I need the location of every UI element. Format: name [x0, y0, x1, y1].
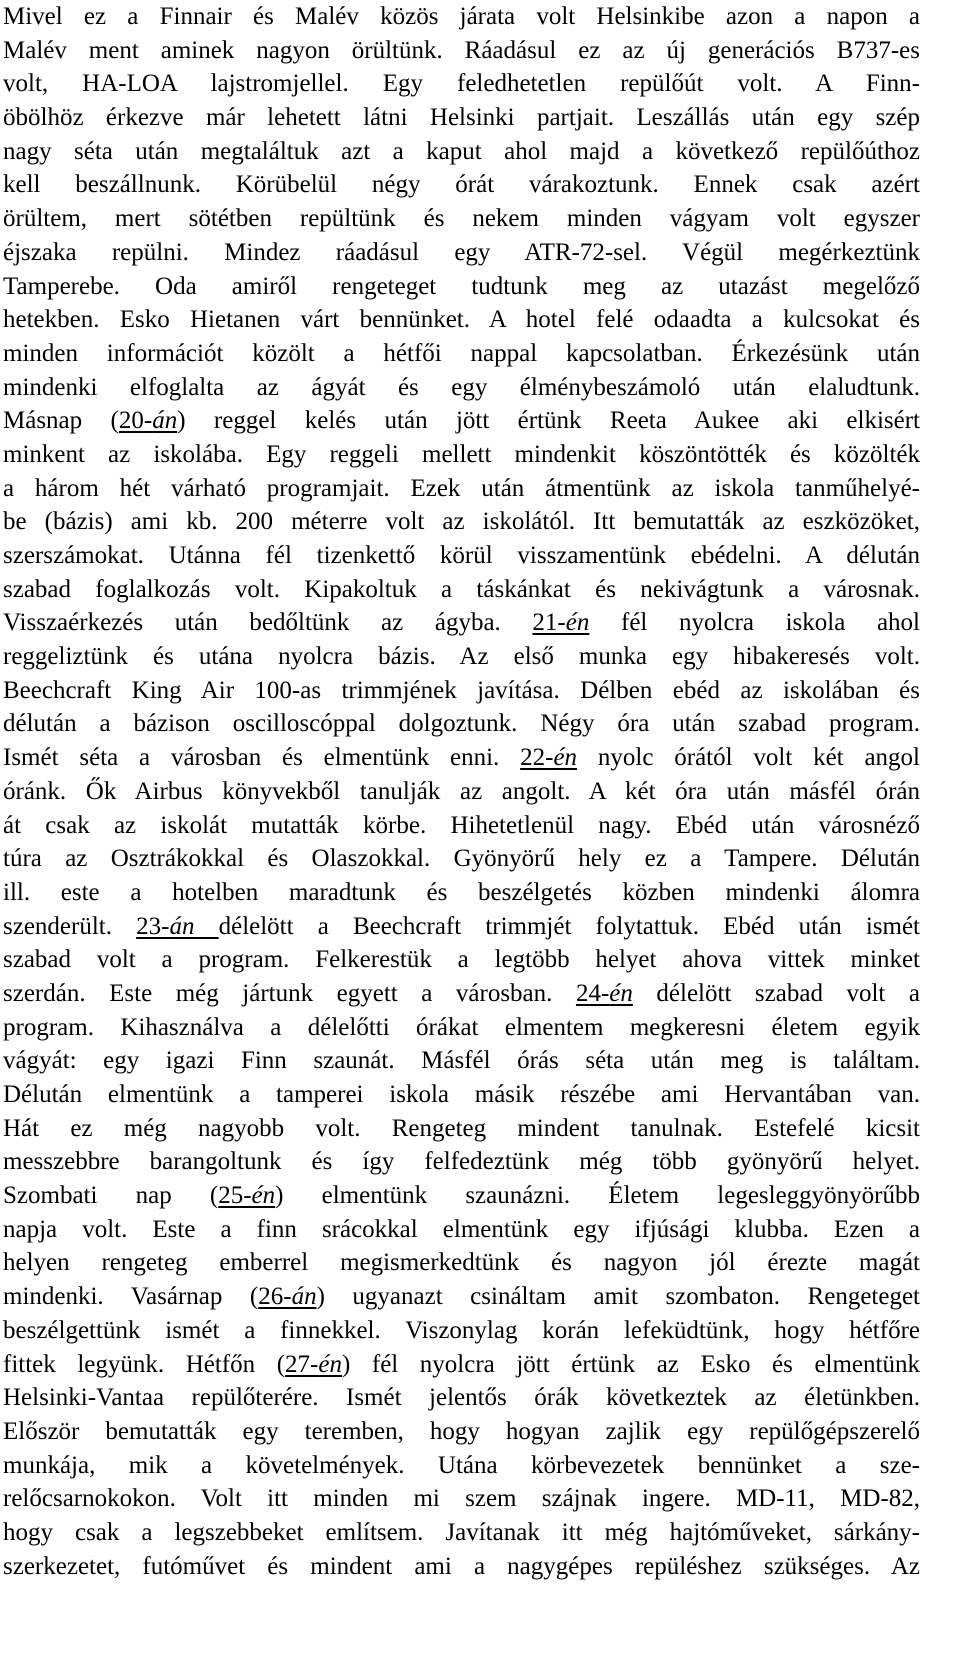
text-line [3, 337, 920, 371]
text-segment: Először bemutatták egy teremben, hogy hogyan zajlik egy repülőgépszerelő [3, 1417, 920, 1445]
text-segment: program. Kihasználva a délelőtti órákat elmentem megkeresni életem egyik [3, 1013, 920, 1041]
text-segment: vágyát: egy igazi Finn szaunát. Másfél órás séta után meg is találtam. [3, 1047, 920, 1075]
text-segment: munkája, mik a követelmények. Utána körbevezetek bennünket a sze- [3, 1451, 920, 1479]
underlined-date-text: 24- [575, 979, 610, 1007]
text-line [3, 842, 920, 876]
text-segment: ) reggel kelés után jött értünk Reeta Aukee aki elkisért [177, 407, 920, 435]
underlined-date-text: 22- [520, 744, 554, 772]
text-line [3, 1145, 920, 1179]
text-line [3, 303, 920, 337]
text-segment: Ismét séta a városban és elmentünk enni. [3, 744, 521, 772]
text-line [3, 640, 920, 674]
text-segment: ) elmentünk szaunázni. Életem legesleggyönyörűbb [275, 1182, 921, 1210]
text-segment: Tamperebe. Oda amiről rengeteget tudtunk meg az utazást megelőző [3, 272, 920, 300]
underlined-date-text: én [609, 979, 633, 1007]
text-segment: ) fél nyolcra jött értünk az Esko és elmentünk [341, 1350, 920, 1378]
underlined-date-text: 23- [136, 912, 170, 940]
text-line [3, 202, 920, 236]
text-segment: be (bázis) ami kb. 200 méterre volt az iskolától. Itt bemutatták az eszközöket, [3, 508, 920, 536]
text-segment: hogy csak a legszebbeket említsem. Javítanak itt még hajtóműveket, sárkány- [3, 1518, 920, 1546]
text-segment: óránk. Ők Airbus könyvekből tanulják az angolt. A két óra után másfél órán [3, 777, 920, 805]
underlined-date-text: 27- [285, 1350, 319, 1378]
text-line [3, 809, 920, 843]
text-segment: a három hét várható programjait. Ezek után átmentünk az iskola tanműhelyé- [3, 474, 920, 502]
text-line [3, 236, 920, 270]
text-segment: reggeliztünk és utána nyolcra bázis. Az első munka egy hibakeresés volt. [3, 643, 920, 671]
text-segment: fittek legyünk. Hétfőn ( [3, 1350, 286, 1378]
text-segment: szenderült. [3, 912, 137, 940]
text-segment: nagy séta után megtaláltuk azt a kaput ahol majd a következő repülőúthoz [3, 137, 920, 165]
text-line [3, 741, 920, 775]
text-segment: át csak az iskolát mutatták körbe. Hihetetlenül nagy. Ebéd után városnéző [3, 811, 920, 839]
text-segment: ) ugyanazt csináltam amit szombaton. Rengeteget [316, 1283, 920, 1311]
text-segment: Helsinki-Vantaa repülőterére. Ismét jelentős órák következtek az életünkben. [3, 1384, 920, 1412]
text-line [3, 1246, 920, 1280]
text-line [3, 34, 920, 68]
text-line [3, 1381, 920, 1415]
text-segment: öbölhöz érkezve már lehetett látni Helsinki partjait. Leszállás után egy szép [3, 104, 920, 132]
text-line [3, 876, 920, 910]
text-line [3, 977, 920, 1011]
text-segment: Másnap ( [3, 407, 119, 435]
underlined-date-text: én [553, 744, 578, 772]
text-line [3, 1516, 920, 1550]
text-segment: beszélgettünk ismét a finnekkel. Viszonylag korán lefeküdtünk, hogy hétfőre [3, 1316, 920, 1344]
text-segment: minkent az iskolába. Egy reggeli mellett mindenkit köszöntötték és közölték [3, 440, 920, 468]
text-segment: volt, HA-LOA lajstromjellel. Egy feledhetetlen repülőút volt. A Finn- [3, 70, 920, 98]
text-line [3, 1078, 920, 1112]
underlined-date-text: án [169, 912, 219, 940]
text-segment: Beechcraft King Air 100-as trimmjének javítása. Délben ebéd az iskolában és [3, 676, 920, 704]
text-segment: relőcsarnokokon. Volt itt minden mi szem szájnak ingere. MD-11, MD-82, [3, 1485, 920, 1513]
underlined-date-text: 20- [118, 407, 153, 435]
text-segment: szerkezetet, futóművet és mindent ami a nagygépes repüléshez szükséges. Az [3, 1552, 920, 1580]
underlined-date-text: 25- [218, 1182, 252, 1210]
text-line [3, 707, 920, 741]
text-line [3, 539, 920, 573]
text-line [3, 101, 920, 135]
underlined-date-text: én [565, 609, 590, 637]
text-line [3, 606, 920, 640]
text-segment: minden információt közölt a hétfői nappal kapcsolatban. Érkezésünk után [3, 339, 920, 367]
text-segment: kell beszállnunk. Körübelül négy órát várakoztunk. Ennek csak azért [3, 171, 920, 199]
text-line [3, 1348, 920, 1382]
text-segment: szabad foglalkozás volt. Kipakoltuk a táskánkat és nekivágtunk a városnak. [3, 575, 920, 603]
underlined-date-text: 21- [532, 609, 566, 637]
text-segment: örültem, mert sötétben repültünk és nekem minden vágyam volt egyszer [3, 205, 920, 233]
text-segment: Hát ez még nagyobb volt. Rengeteg mindent tanulnak. Estefelé kicsit [3, 1114, 920, 1142]
text-segment: hetekben. Esko Hietanen várt bennünket. A hotel felé odaadta a kulcsokat és [3, 306, 920, 334]
text-line [3, 910, 920, 944]
text-segment: mindenki. Vasárnap ( [3, 1283, 259, 1311]
text-segment: nyolc órától volt két angol [577, 744, 920, 772]
text-segment: helyen rengeteg emberrel megismerkedtünk és nagyon jól érezte magát [3, 1249, 920, 1277]
text-line [3, 1550, 920, 1584]
text-line [3, 1011, 920, 1045]
text-segment: szabad volt a program. Felkerestük a legtöbb helyet ahova vittek minket [3, 946, 920, 974]
text-line [3, 404, 920, 438]
text-segment: éjszaka repülni. Mindez ráadásul egy ATR-72-sel. Végül megérkeztünk [3, 238, 920, 266]
text-line [3, 168, 920, 202]
text-line [3, 438, 920, 472]
text-line [3, 1415, 920, 1449]
text-line [3, 67, 920, 101]
text-segment: délután a bázison oscilloscóppal dolgoztunk. Négy óra után szabad program. [3, 710, 920, 738]
underlined-date-text: én [318, 1350, 342, 1378]
underlined-date-text: án [291, 1283, 317, 1311]
underlined-date-text: án [152, 407, 178, 435]
underlined-date-text: 26- [258, 1283, 292, 1311]
text-line [3, 135, 920, 169]
text-segment: Malév ment aminek nagyon örültünk. Ráadásul ez az új generációs B737-es [3, 36, 920, 64]
text-line [3, 1179, 920, 1213]
text-line [3, 1449, 920, 1483]
text-line [3, 0, 920, 34]
text-line [3, 371, 920, 405]
text-line [3, 1044, 920, 1078]
text-line [3, 1280, 920, 1314]
text-line [3, 270, 920, 304]
text-segment: Visszaérkezés után bedőltünk az ágyba. [3, 609, 533, 637]
text-segment: szerszámokat. Utánna fél tizenkettő körül visszamentünk ebédelni. A délután [3, 542, 920, 569]
text-line [3, 1112, 920, 1146]
text-line [3, 1213, 920, 1247]
text-segment: szerdán. Este még jártunk egyett a városban. [3, 979, 576, 1007]
text-line [3, 943, 920, 977]
text-line [3, 775, 920, 809]
text-segment: Délután elmentünk a tamperei iskola másik részébe ami Hervantában van. [3, 1081, 920, 1108]
text-segment: délelött a Beechcraft trimmjét folytattuk. Ebéd után ismét [218, 912, 921, 940]
text-segment: mindenki elfoglalta az ágyát és egy élménybeszámoló után elaludtunk. [3, 373, 920, 401]
underlined-date-text: én [251, 1182, 276, 1210]
text-line [3, 573, 920, 607]
text-segment: ill. este a hotelben maradtunk és beszélgetés közben mindenki álomra [3, 878, 920, 906]
text-segment: túra az Osztrákokkal és Olaszokkal. Gyönyörű hely ez a Tampere. Délután [3, 845, 920, 873]
text-segment: napja volt. Este a finn srácokkal elmentünk egy ifjúsági klubba. Ezen a [3, 1215, 920, 1243]
text-segment: Mivel ez a Finnair és Malév közös járata volt Helsinkibe azon a napon a [3, 3, 920, 30]
text-line [3, 505, 920, 539]
text-segment: délelött szabad volt a [632, 979, 921, 1007]
text-segment: messzebbre barangoltunk és így felfedeztünk még több gyönyörű helyet. [3, 1148, 920, 1176]
text-line [3, 674, 920, 708]
text-line [3, 1482, 920, 1516]
document-body-text [3, 0, 920, 1583]
text-segment: fél nyolcra iskola ahol [589, 609, 920, 637]
text-line [3, 472, 920, 506]
text-segment: Szombati nap ( [3, 1182, 219, 1210]
text-line [3, 1314, 920, 1348]
